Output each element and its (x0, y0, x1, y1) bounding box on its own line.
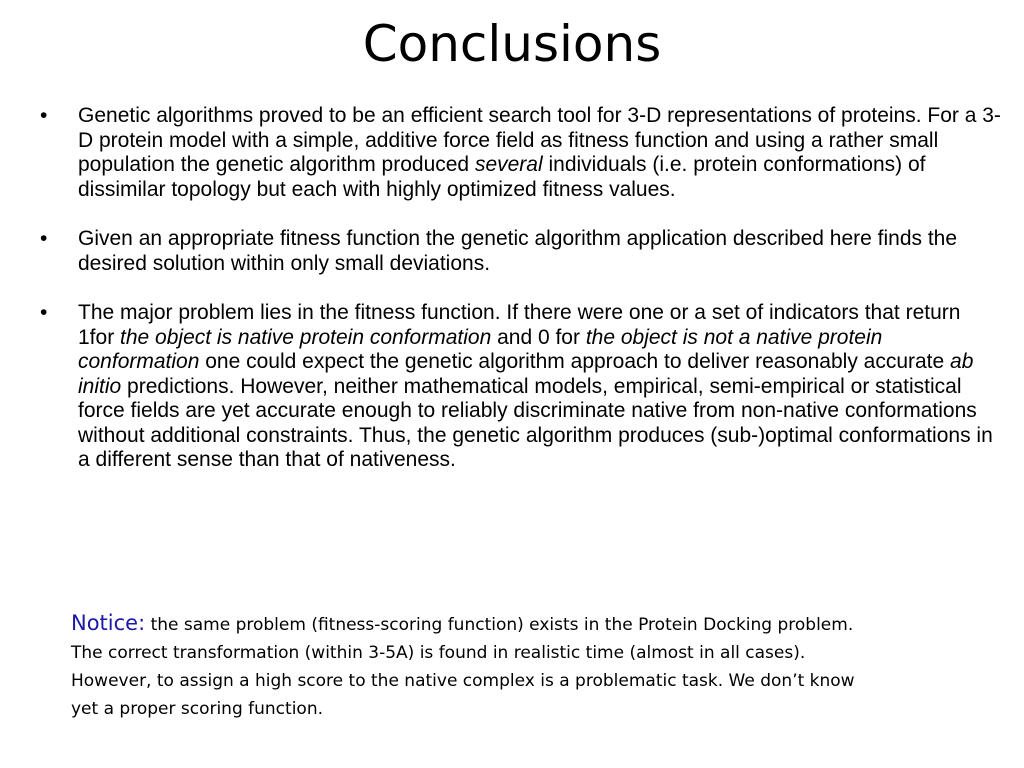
bullet-text-italic: the object is not a native protein conformation (78, 325, 883, 373)
bullet-marker: • (40, 301, 48, 324)
bullet-item-fitness-solution (40, 227, 1002, 276)
bullet-text (78, 227, 957, 275)
bullet-text-part: The major problem lies in the fitness function. If there were one or a set of indicators that return 1for (78, 301, 961, 349)
bullet-text-italic: ab initio (78, 350, 974, 398)
bullet-text-italic: several (474, 153, 543, 176)
bullet-text (78, 301, 993, 471)
bullet-list (40, 104, 1002, 473)
notice-text: the same problem (fitness-scoring function) exists in the Protein Docking problem. The correct transformation (within 3-5A) is found in realistic time (almost in all cases). However, to assign a high score to the native complex is a problematic task. We don’t know yet a proper scoring function. (71, 615, 855, 719)
bullet-text (78, 104, 1001, 201)
bullet-text-part: predictions. However, neither mathematical models, empirical, semi-empirical or statistical force fields are yet accurate enough to reliably discriminate native from non-native conformations without additional constraints. Thus, the genetic algorithm produces (sub-)optimal conformations in a different sense than that of nativeness. (78, 374, 993, 471)
slide-title: Conclusions (362, 15, 662, 73)
bullet-text-part: and 0 for (491, 325, 586, 349)
bullet-text-part: Given an appropriate fitness function the genetic algorithm application described here finds the desired solution within only small deviations. (78, 227, 958, 275)
bullet-item-ga-efficient-search (40, 104, 1002, 202)
bullet-item-major-problem (40, 301, 1002, 473)
bullet-text-italic: the object is native protein conformation (120, 325, 492, 349)
bullet-marker: • (40, 104, 48, 127)
notice-label: Notice: (71, 611, 146, 635)
bullet-text-part: Genetic algorithms proved to be an efficient search tool for 3-D representations of proteins. For a 3-D protein model with a simple, additive force field as fitness function and using a rather small population the genetic algorithm produced (78, 104, 1001, 176)
bullet-text-part: individuals (i.e. protein conformations) of dissimilar topology but each with highly optimized fitness values. (78, 153, 926, 201)
bullet-text-part: one could expect the genetic algorithm approach to deliver reasonably accurate (199, 350, 951, 373)
notice-paragraph (71, 609, 881, 723)
bullet-marker: • (40, 227, 48, 250)
